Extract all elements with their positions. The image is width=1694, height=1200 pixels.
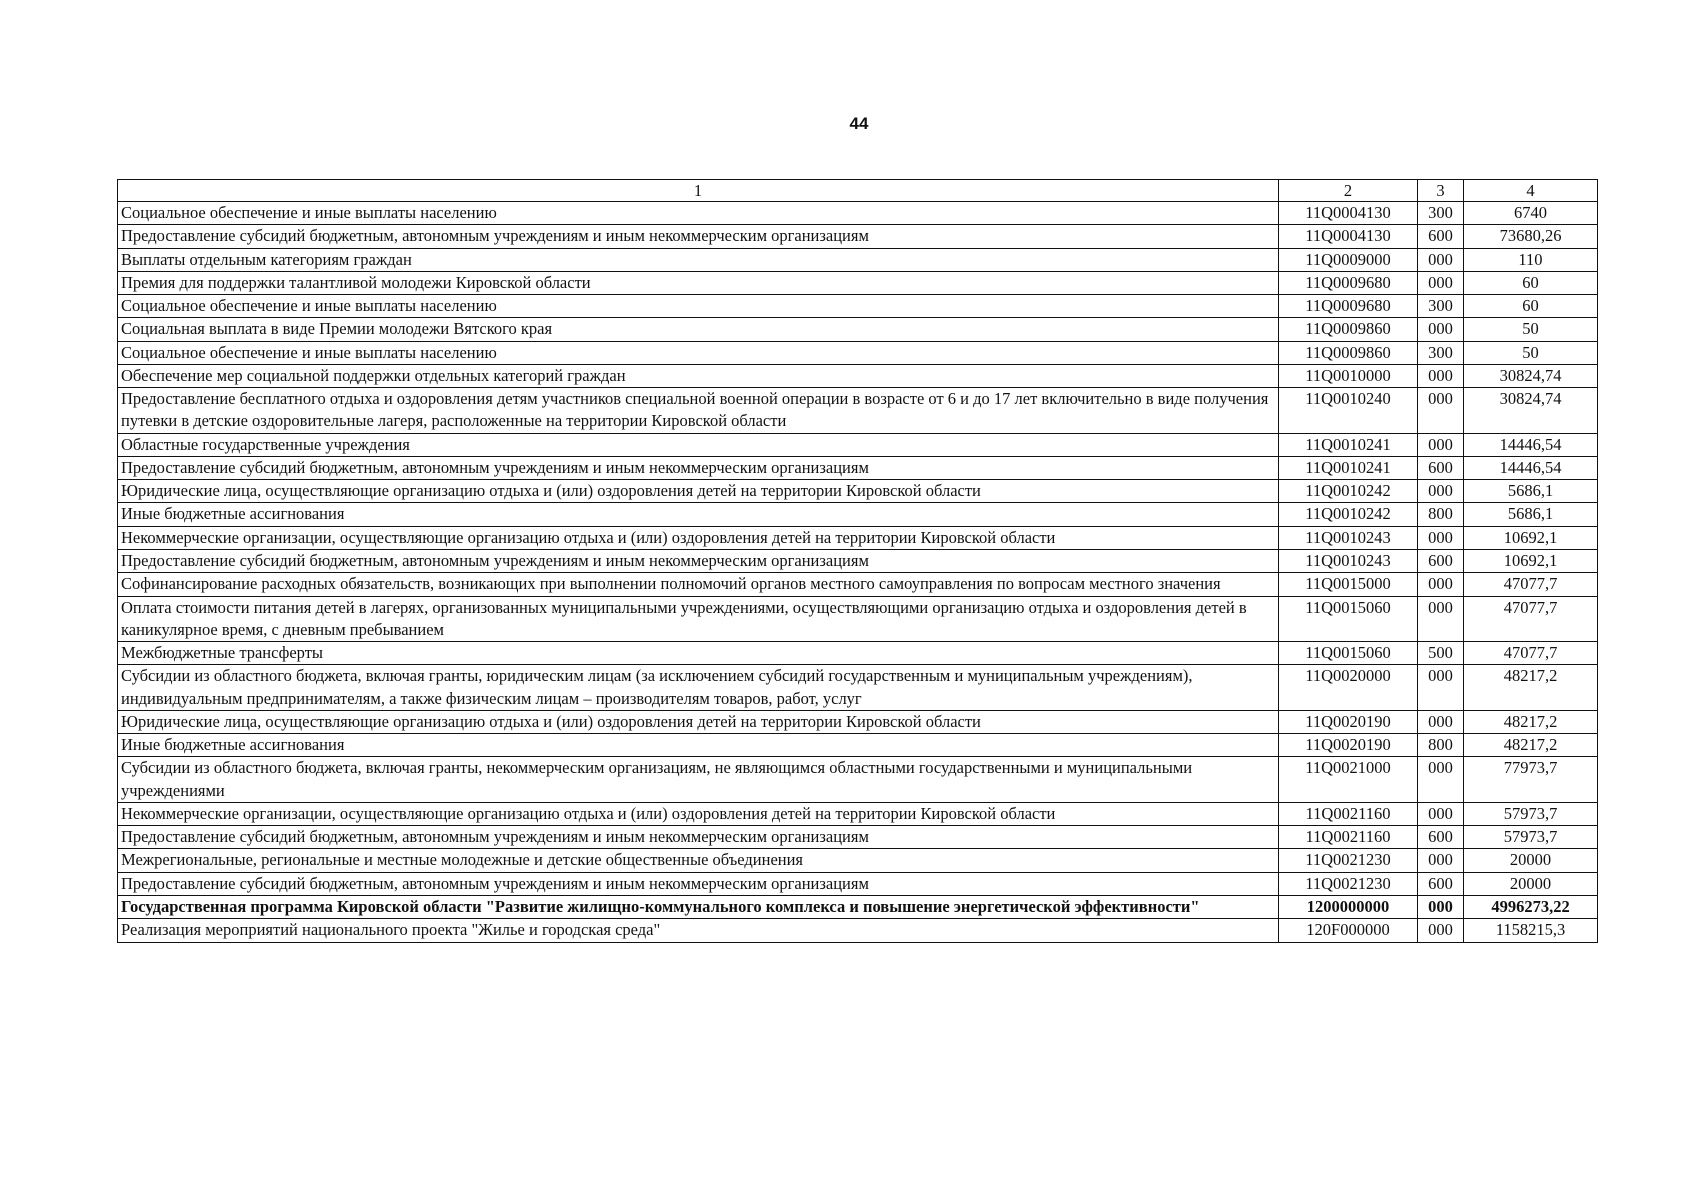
row-type-cell: 000 bbox=[1418, 596, 1464, 642]
row-code-cell: 11Q0015060 bbox=[1279, 642, 1418, 665]
table-row bbox=[118, 433, 1598, 456]
row-amount-cell: 4996273,22 bbox=[1464, 895, 1598, 918]
row-type-cell: 000 bbox=[1418, 433, 1464, 456]
row-name-cell: Социальное обеспечение и иные выплаты населению bbox=[118, 295, 1279, 318]
row-type-cell: 000 bbox=[1418, 480, 1464, 503]
row-amount-cell: 110 bbox=[1464, 248, 1598, 271]
row-amount-cell: 20000 bbox=[1464, 872, 1598, 895]
row-type-cell: 000 bbox=[1418, 318, 1464, 341]
row-amount-cell: 47077,7 bbox=[1464, 642, 1598, 665]
row-code-cell: 11Q0010243 bbox=[1279, 526, 1418, 549]
row-code-cell: 11Q0009000 bbox=[1279, 248, 1418, 271]
table-row bbox=[118, 271, 1598, 294]
row-amount-cell: 6740 bbox=[1464, 202, 1598, 225]
page-number: 44 bbox=[849, 114, 869, 133]
row-amount-cell: 5686,1 bbox=[1464, 480, 1598, 503]
row-type-cell: 800 bbox=[1418, 734, 1464, 757]
table-row bbox=[118, 341, 1598, 364]
row-type-cell: 300 bbox=[1418, 202, 1464, 225]
row-code-cell: 11Q0010240 bbox=[1279, 388, 1418, 434]
row-type-cell: 000 bbox=[1418, 802, 1464, 825]
row-code-cell: 11Q0020190 bbox=[1279, 710, 1418, 733]
table-row bbox=[118, 734, 1598, 757]
table-row bbox=[118, 802, 1598, 825]
row-code-cell: 11Q0020000 bbox=[1279, 665, 1418, 711]
row-code-cell: 11Q0010243 bbox=[1279, 549, 1418, 572]
row-name-cell: Софинансирование расходных обязательств, возникающих при выполнении полномочий органов местного самоуправления по вопросам местного значения bbox=[118, 573, 1279, 596]
budget-table bbox=[117, 179, 1598, 943]
table-row bbox=[118, 826, 1598, 849]
row-type-cell: 000 bbox=[1418, 388, 1464, 434]
table-row bbox=[118, 665, 1598, 711]
row-type-cell: 000 bbox=[1418, 710, 1464, 733]
row-type-cell: 600 bbox=[1418, 872, 1464, 895]
row-name-cell: Оплата стоимости питания детей в лагерях, организованных муниципальными учреждениями, осуществляющими организацию отдыха и оздоровления детей в каникулярное время, с дневным пребыванием bbox=[118, 596, 1279, 642]
column-header-3: 3 bbox=[1418, 180, 1464, 202]
column-header-4: 4 bbox=[1464, 180, 1598, 202]
table-row bbox=[118, 225, 1598, 248]
row-type-cell: 300 bbox=[1418, 341, 1464, 364]
row-code-cell: 11Q0020190 bbox=[1279, 734, 1418, 757]
row-code-cell: 11Q0015000 bbox=[1279, 573, 1418, 596]
row-code-cell: 1200000000 bbox=[1279, 895, 1418, 918]
table-row bbox=[118, 364, 1598, 387]
row-type-cell: 000 bbox=[1418, 573, 1464, 596]
row-name-cell: Социальное обеспечение и иные выплаты населению bbox=[118, 341, 1279, 364]
row-type-cell: 000 bbox=[1418, 248, 1464, 271]
row-amount-cell: 47077,7 bbox=[1464, 596, 1598, 642]
row-amount-cell: 20000 bbox=[1464, 849, 1598, 872]
row-name-cell: Государственная программа Кировской области "Развитие жилищно-коммунального комплекса и повышение энергетической эффективности" bbox=[118, 895, 1279, 918]
row-name-cell: Предоставление бесплатного отдыха и оздоровления детям участников специальной военной операции в возрасте от 6 и до 17 лет включительно в виде получения путевки в детские оздоровительные лагеря, расположенные на территории Кировской области bbox=[118, 388, 1279, 434]
row-type-cell: 800 bbox=[1418, 503, 1464, 526]
row-type-cell: 000 bbox=[1418, 665, 1464, 711]
table-row bbox=[118, 526, 1598, 549]
row-amount-cell: 30824,74 bbox=[1464, 388, 1598, 434]
row-name-cell: Некоммерческие организации, осуществляющие организацию отдыха и (или) оздоровления детей на территории Кировской области bbox=[118, 526, 1279, 549]
row-name-cell: Юридические лица, осуществляющие организацию отдыха и (или) оздоровления детей на территории Кировской области bbox=[118, 710, 1279, 733]
row-type-cell: 000 bbox=[1418, 364, 1464, 387]
row-type-cell: 500 bbox=[1418, 642, 1464, 665]
row-code-cell: 11Q0021230 bbox=[1279, 849, 1418, 872]
row-amount-cell: 10692,1 bbox=[1464, 549, 1598, 572]
row-type-cell: 300 bbox=[1418, 295, 1464, 318]
row-amount-cell: 1158215,3 bbox=[1464, 919, 1598, 942]
table-row bbox=[118, 573, 1598, 596]
row-code-cell: 11Q0004130 bbox=[1279, 225, 1418, 248]
table-row bbox=[118, 202, 1598, 225]
row-amount-cell: 77973,7 bbox=[1464, 757, 1598, 803]
table-row bbox=[118, 849, 1598, 872]
row-name-cell: Выплаты отдельным категориям граждан bbox=[118, 248, 1279, 271]
row-amount-cell: 14446,54 bbox=[1464, 433, 1598, 456]
table-row bbox=[118, 872, 1598, 895]
row-code-cell: 11Q0009860 bbox=[1279, 341, 1418, 364]
row-amount-cell: 14446,54 bbox=[1464, 456, 1598, 479]
row-type-cell: 000 bbox=[1418, 895, 1464, 918]
row-code-cell: 11Q0021160 bbox=[1279, 826, 1418, 849]
row-amount-cell: 47077,7 bbox=[1464, 573, 1598, 596]
row-name-cell: Субсидии из областного бюджета, включая гранты, юридическим лицам (за исключением субсидий государственным и муниципальным учреждениям), индивидуальным предпринимателям, а также физическим лицам – производителям товаров, работ, услуг bbox=[118, 665, 1279, 711]
row-type-cell: 600 bbox=[1418, 549, 1464, 572]
row-amount-cell: 73680,26 bbox=[1464, 225, 1598, 248]
row-code-cell: 11Q0010242 bbox=[1279, 503, 1418, 526]
row-amount-cell: 30824,74 bbox=[1464, 364, 1598, 387]
row-type-cell: 600 bbox=[1418, 826, 1464, 849]
row-amount-cell: 50 bbox=[1464, 318, 1598, 341]
row-code-cell: 11Q0009860 bbox=[1279, 318, 1418, 341]
row-name-cell: Областные государственные учреждения bbox=[118, 433, 1279, 456]
row-name-cell: Предоставление субсидий бюджетным, автономным учреждениям и иным некоммерческим организациям bbox=[118, 225, 1279, 248]
row-amount-cell: 57973,7 bbox=[1464, 802, 1598, 825]
row-code-cell: 11Q0021160 bbox=[1279, 802, 1418, 825]
row-name-cell: Социальная выплата в виде Премии молодежи Вятского края bbox=[118, 318, 1279, 341]
table-row bbox=[118, 480, 1598, 503]
column-number-row bbox=[118, 180, 1598, 202]
row-amount-cell: 5686,1 bbox=[1464, 503, 1598, 526]
table-row bbox=[118, 596, 1598, 642]
row-name-cell: Некоммерческие организации, осуществляющие организацию отдыха и (или) оздоровления детей на территории Кировской области bbox=[118, 802, 1279, 825]
row-code-cell: 11Q0004130 bbox=[1279, 202, 1418, 225]
row-name-cell: Иные бюджетные ассигнования bbox=[118, 734, 1279, 757]
row-amount-cell: 48217,2 bbox=[1464, 734, 1598, 757]
row-name-cell: Иные бюджетные ассигнования bbox=[118, 503, 1279, 526]
table-row bbox=[118, 710, 1598, 733]
row-name-cell: Субсидии из областного бюджета, включая гранты, некоммерческим организациям, не являющимся областными государственными и муниципальными учреждениями bbox=[118, 757, 1279, 803]
row-name-cell: Предоставление субсидий бюджетным, автономным учреждениям и иным некоммерческим организациям bbox=[118, 549, 1279, 572]
row-name-cell: Юридические лица, осуществляющие организацию отдыха и (или) оздоровления детей на территории Кировской области bbox=[118, 480, 1279, 503]
row-amount-cell: 50 bbox=[1464, 341, 1598, 364]
row-name-cell: Предоставление субсидий бюджетным, автономным учреждениям и иным некоммерческим организациям bbox=[118, 826, 1279, 849]
table-row bbox=[118, 757, 1598, 803]
row-type-cell: 000 bbox=[1418, 919, 1464, 942]
row-code-cell: 11Q0009680 bbox=[1279, 295, 1418, 318]
row-type-cell: 000 bbox=[1418, 526, 1464, 549]
row-amount-cell: 60 bbox=[1464, 295, 1598, 318]
row-type-cell: 000 bbox=[1418, 849, 1464, 872]
row-name-cell: Межбюджетные трансферты bbox=[118, 642, 1279, 665]
row-amount-cell: 48217,2 bbox=[1464, 710, 1598, 733]
row-code-cell: 11Q0010241 bbox=[1279, 456, 1418, 479]
row-name-cell: Социальное обеспечение и иные выплаты населению bbox=[118, 202, 1279, 225]
row-name-cell: Межрегиональные, региональные и местные молодежные и детские общественные объединения bbox=[118, 849, 1279, 872]
row-name-cell: Предоставление субсидий бюджетным, автономным учреждениям и иным некоммерческим организациям bbox=[118, 872, 1279, 895]
row-code-cell: 11Q0021000 bbox=[1279, 757, 1418, 803]
row-code-cell: 11Q0010000 bbox=[1279, 364, 1418, 387]
table-row bbox=[118, 388, 1598, 434]
row-code-cell: 11Q0021230 bbox=[1279, 872, 1418, 895]
row-type-cell: 000 bbox=[1418, 757, 1464, 803]
row-name-cell: Премия для поддержки талантливой молодежи Кировской области bbox=[118, 271, 1279, 294]
row-name-cell: Обеспечение мер социальной поддержки отдельных категорий граждан bbox=[118, 364, 1279, 387]
row-amount-cell: 10692,1 bbox=[1464, 526, 1598, 549]
table-row bbox=[118, 503, 1598, 526]
row-amount-cell: 60 bbox=[1464, 271, 1598, 294]
row-code-cell: 11Q0015060 bbox=[1279, 596, 1418, 642]
row-name-cell: Реализация мероприятий национального проекта "Жилье и городская среда" bbox=[118, 919, 1279, 942]
row-code-cell: 11Q0009680 bbox=[1279, 271, 1418, 294]
table-row bbox=[118, 456, 1598, 479]
table-row bbox=[118, 318, 1598, 341]
row-type-cell: 600 bbox=[1418, 225, 1464, 248]
table-row bbox=[118, 642, 1598, 665]
table-row bbox=[118, 295, 1598, 318]
table-row bbox=[118, 549, 1598, 572]
row-code-cell: 11Q0010241 bbox=[1279, 433, 1418, 456]
row-amount-cell: 57973,7 bbox=[1464, 826, 1598, 849]
row-code-cell: 120F000000 bbox=[1279, 919, 1418, 942]
table-row bbox=[118, 248, 1598, 271]
column-header-1: 1 bbox=[118, 180, 1279, 202]
row-amount-cell: 48217,2 bbox=[1464, 665, 1598, 711]
row-code-cell: 11Q0010242 bbox=[1279, 480, 1418, 503]
table-row bbox=[118, 919, 1598, 942]
row-type-cell: 600 bbox=[1418, 456, 1464, 479]
row-name-cell: Предоставление субсидий бюджетным, автономным учреждениям и иным некоммерческим организациям bbox=[118, 456, 1279, 479]
column-header-2: 2 bbox=[1279, 180, 1418, 202]
table-body bbox=[118, 202, 1598, 943]
table-row bbox=[118, 895, 1598, 918]
row-type-cell: 000 bbox=[1418, 271, 1464, 294]
